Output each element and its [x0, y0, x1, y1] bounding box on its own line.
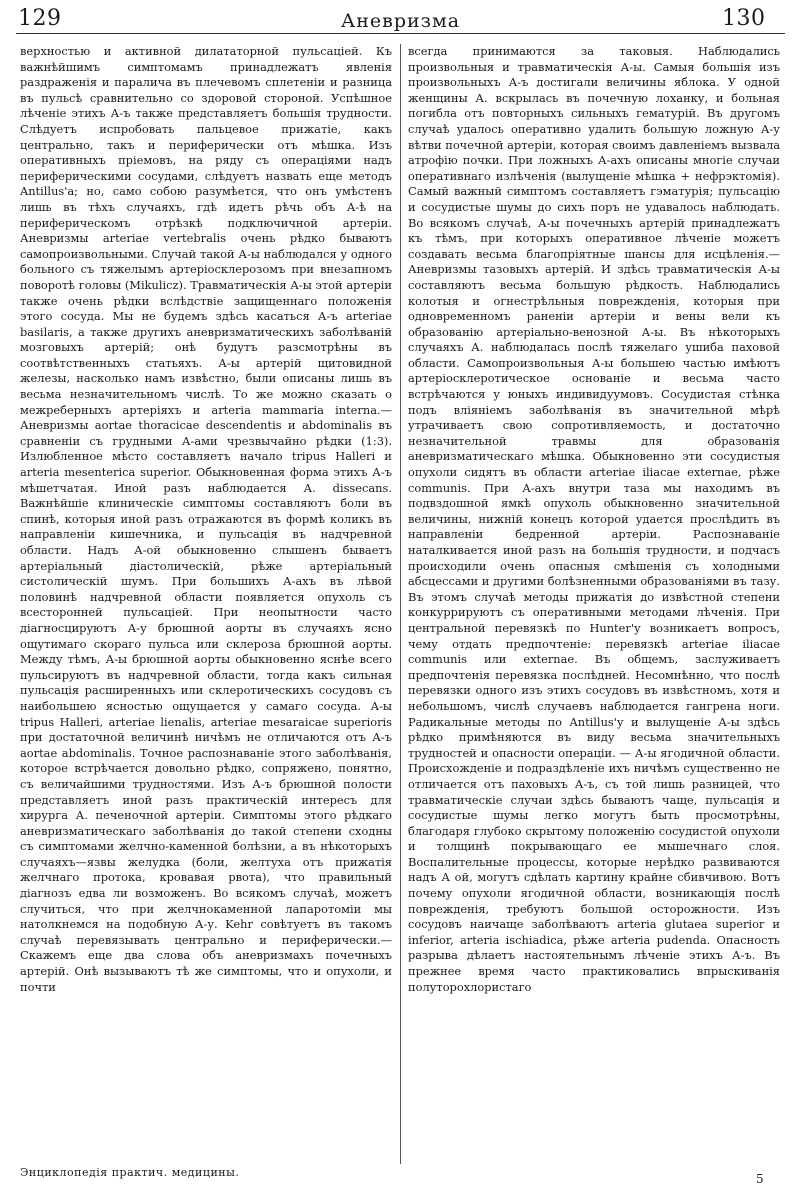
- right-column-text: всегда принимаются за таковыя. Наблюдались произвольныя и травматическія А-ы. Самыя большія изъ произвольныхъ А-ъ достигали величины яблока. У одной женщины А. вскрылась въ почечную лоханку, и больная погибла отъ повторныхъ сильныхъ гематурій. Въ другомъ случаѣ удалось оперативно удалить большую ложную А-у вѣтви почечной артеріи, которая своимъ давленіемъ вызвала атрофію почки. При ложныхъ А-ахъ описаны многіе случаи оперативнаго излѣченія (вылущеніе мѣшка + нефрэктомія). Самый важный симптомъ составляетъ гэматурія; пульсацію и сосудистые шумы до сихъ поръ не удавалось наблюдать. Во всякомъ случаѣ, А-ы почечныхъ артерій принадлежатъ къ тѣмъ, при которыхъ оперативное лѣченіе можетъ создавать весьма благопріятные шансы для исцѣленія.— Аневризмы тазовыхъ артерій. И здѣсь травматическія А-ы составляютъ весьма большую рѣдкость. Наблюдались колотыя и огнестрѣльныя поврежденія, которыя при одновременномъ раненіи артеріи и вены вели къ образованію артеріально-венозной А-ы. Въ нѣкоторыхъ случаяхъ А. наблюдалась послѣ тяжелаго ушиба паховой области. Самопроизвольныя А-ы большею частью имѣютъ артеріосклеротическое основаніе и весьма часто встрѣчаются у юныхъ индивидуумовъ. Сосудистая стѣнка подъ вліяніемъ заболѣванія въ значительной мѣрѣ утрачиваетъ свою сопротивляемость, и достаточно незначительной травмы для образованія аневризматическаго мѣшка. Обыкновенно эти сосудистыя опухоли сидятъ въ области arteriae iliacae externae, рѣже communis. При А-ахъ внутри таза мы находимъ въ подвздошной ямкѣ опухоль обыкновенно значительной величины, нижній конецъ которой удается прослѣдить въ направленіи бедренной артеріи. Распознаваніе наталкивается иной разъ на большія трудности, и подчасъ происходили очень опасныя смѣшенія съ холодными абсцессами и другими болѣзненными образованіями въ тазу. Въ этомъ случаѣ методы прижатія до извѣстной степени конкуррируютъ съ оперативными методами лѣченія. При центральной перевязкѣ по Hunter'у возникаетъ вопросъ, чему отдать предпочтеніе: перевязкѣ arteriae iliacae communis или externae. Въ общемъ, заслуживаетъ предпочтенія перевязка послѣдней. Несомнѣнно, что послѣ перевязки одного изъ этихъ сосудовъ въ извѣстномъ, хотя и небольшомъ, числѣ случаевъ наблюдается гангрена ноги. Радикальные методы по Antillus'у и вылущеніе А-ы здѣсь рѣдко примѣняются въ виду весьма значительныхъ трудностей и опасности операціи. — А-ы ягодичной области. Происхожденіе и подраздѣленіе ихъ ничѣмъ существенно не отличается отъ паховыхъ А-ъ, съ той лишь разницей, что травматическіе случаи здѣсь бываютъ чаще, пульсація и сосудистые шумы легко могутъ быть просмотрѣны, благодаря глубоко скрытому положенію сосудистой опухоли и толщинѣ покрывающаго ее мышечнаго слоя. Воспалительные процессы, которые нерѣдко развиваются надъ А ой, могутъ сдѣлать картину крайне сбивчивою. Вотъ почему опухоли ягодичной области, возникающія послѣ поврежденія, требуютъ большой осторожности. Изъ сосудовъ наичаще заболѣваютъ arteria glutaea superior и inferior, arteria ischiadica, рѣже arteria pudenda. Опасность разрыва дѣлаетъ настоятельнымъ лѣченіе этихъ А-ъ. Въ прежнее время часто практиковались впрыскиванія полуторохлористаго: [408, 44, 780, 994]
- text-column-left: [20, 44, 392, 1164]
- footer-note: Энциклопедія практич. медицины.: [20, 1166, 240, 1179]
- page-header: [0, 0, 801, 40]
- text-column-right: [408, 44, 780, 1164]
- page-number-right: 130: [722, 6, 766, 31]
- running-title: Аневризма: [340, 10, 461, 32]
- header-rule: [16, 33, 785, 34]
- signature-mark: 5: [756, 1172, 764, 1186]
- left-column-text: верхностью и активной дилататорной пульсаціей. Къ важнѣйшимъ симптомамъ принадлежатъ явленія раздраженія и паралича въ плечевомъ сплетеніи и разница въ пульсѣ сравнительно со здоровой стороной. Успѣшное лѣченіе этихъ А-ъ также представляетъ большія трудности. Слѣдуетъ испробовать пальцевое прижатіе, какъ центрально, такъ и периферически отъ мѣшка. Изъ оперативныхъ пріемовъ, на ряду съ операціями надъ периферическими сосудами, слѣдуетъ назвать еще методъ Antillus'a; но, само собою разумѣется, что онъ умѣстенъ лишь въ тѣхъ случаяхъ, гдѣ идетъ рѣчь объ А-ѣ на периферическомъ отрѣзкѣ подключичной артеріи. Аневризмы arteriae vertebralis очень рѣдко бываютъ самопроизвольными. Случай такой А-ы наблюдался у одного больного съ тяжелымъ артеріосклерозомъ при внезапномъ поворотѣ головы (Mikulicz). Травматическія А-ы этой артеріи также очень рѣдки вслѣдствіе защищеннаго положенія этого сосуда. Мы не будемъ здѣсь касаться А-ъ arteriae basilaris, а также другихъ аневризматическихъ заболѣваній мозговыхъ артерій; онѣ будутъ разсмотрѣны въ соотвѣтственныхъ статьяхъ. А-ы артерій щитовидной железы, насколько намъ извѣстно, были описаны лишь въ весьма незначительномъ числѣ. То же можно сказать о межреберныхъ артеріяхъ и arteria mammaria interna.—Аневризмы aortae thoracicae descendentis и abdominalis въ сравненіи съ грудными А-ами чрезвычайно рѣдки (1:3). Излюбленное мѣсто составляетъ начало tripus Halleri и arteria mesenterica superior. Обыкновенная форма этихъ А-ъ мѣшетчатая. Иной разъ наблюдается А. dissecans. Важнѣйшіе клиническіе симптомы составляютъ боли въ спинѣ, которыя иной разъ отражаются въ формѣ коликъ въ направленіи кишечника, и пульсація въ надчревной области. Надъ А-ой обыкновенно слышенъ бываетъ артеріальный діастолическій, рѣже артеріальный систолическій шумъ. При большихъ А-ахъ въ лѣвой половинѣ надчревной области появляется опухоль съ всесторонней пульсаціей. При неопытности часто діагносцируютъ А-у брюшной аорты въ случаяхъ ясно ощутимаго скораго пульса или склероза брюшной аорты. Между тѣмъ, А-ы брюшной аорты обыкновенно яснѣе всего пульсируютъ въ надчревной области, тогда какъ сильная пульсація расширенныхъ или склеротическихъ сосудовъ съ наибольшею ясностью ощущается у самаго сосуда. А-ы tripus Halleri, arteriae lienalis, arteriae mesaraicae superioris при достаточной величинѣ ничѣмъ не отличаются отъ А-ъ aortae abdominalis. Точное распознаваніе этого заболѣванія, которое встрѣчается довольно рѣдко, сопряжено, понятно, съ величайшими трудностями. Изъ А-ъ брюшной полости представляетъ иной разъ практическій интересъ для хирурга А. печеночной артеріи. Симптомы этого рѣдкаго аневризматическаго заболѣванія до такой степени сходны съ симптомами желчно-каменной болѣзни, а въ нѣкоторыхъ случаяхъ—язвы желудка (боли, желтуха отъ прижатія желчнаго протока, кровавая рвота), что правильный діагнозъ едва ли возможенъ. Во всякомъ случаѣ, можетъ случиться, что при желчнокаменной лапаротоміи мы натолкнемся на подобную А-у. Kehr совѣтуетъ въ такомъ случаѣ перевязывать центрально и периферически.—Скажемъ еще два слова объ аневризмахъ почечныхъ артерій. Онѣ вызываютъ тѣ же симптомы, что и опухоли, и почти: [20, 44, 392, 994]
- page-number-left: 129: [18, 6, 62, 31]
- column-divider: [400, 44, 401, 1164]
